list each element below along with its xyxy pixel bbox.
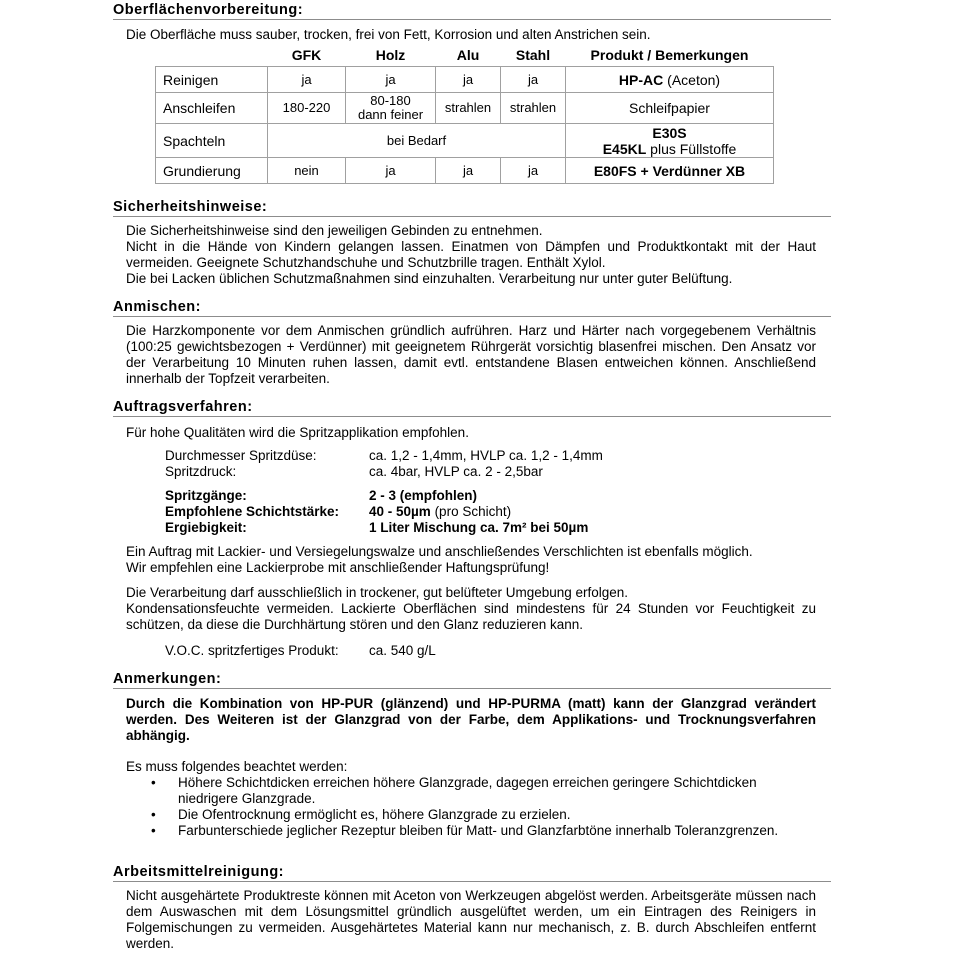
spec-key: Spritzgänge:: [165, 488, 247, 503]
spec-value-main: 40 - 50µm: [369, 504, 431, 519]
spec-value-note: (pro Schicht): [430, 504, 512, 519]
table-header-alu: Alu: [456, 47, 480, 63]
cell-product: E80FS + Verdünner XB: [566, 158, 774, 184]
product-name: E45KL: [602, 140, 647, 157]
table-header-row: [156, 44, 774, 67]
product-name: HP-AC: [618, 71, 664, 88]
cell-gfk: ja: [268, 67, 346, 93]
row-label: Reinigen: [156, 67, 268, 93]
spec-value: ca. 1,2 - 1,4mm, HVLP ca. 1,2 - 1,4mm: [369, 448, 603, 463]
paragraph-line: Die Verarbeitung darf ausschließlich in trockener, gut belüfteter Umgebung erfolgen.: [126, 585, 629, 600]
application-paragraph-1: [126, 544, 816, 576]
safety-line: Die bei Lacken üblichen Schutzmaßnahmen sind einzuhalten. Verarbeitung nur unter guter Belüftung.: [126, 271, 733, 286]
cell-alu: ja: [436, 67, 501, 93]
product-note: plus Füllstoffe: [646, 140, 737, 157]
application-paragraph-2: [126, 585, 816, 633]
product-line2: [570, 141, 769, 157]
table-row: [156, 67, 774, 93]
cell-gfk: nein: [268, 158, 346, 184]
section-title-notes: Anmerkungen:: [113, 671, 831, 689]
cell-alu: strahlen: [436, 93, 501, 124]
cell-stahl: strahlen: [501, 93, 566, 124]
section-title-cleaning: Arbeitsmittelreinigung:: [113, 864, 831, 882]
cell-stahl: ja: [501, 67, 566, 93]
list-item-text: Die Ofentrocknung ermöglicht es, höhere Glanzgrade zu erzielen.: [178, 807, 571, 822]
spec-value: 2 - 3 (empfohlen): [369, 488, 478, 503]
spec-key: Spritzdruck:: [165, 464, 237, 479]
paragraph-line: Kondensationsfeuchte vermeiden. Lackierte Oberflächen sind mindestens für 24 Stunden vor Feuchtigkeit zu schützen, da diese die Durchhärtung stören und den Glanz reduzieren kann.: [126, 601, 816, 632]
table-row: [156, 124, 774, 158]
spec-value: ca. 4bar, HVLP ca. 2 - 2,5bar: [369, 464, 543, 479]
list-item: [126, 775, 806, 807]
cell-alu: ja: [436, 158, 501, 184]
notes-list: [126, 775, 806, 839]
mixing-text: Die Harzkomponente vor dem Anmischen gründlich aufrühren. Harz und Härter nach vorgegebenem Verhältnis (100:25 gewichtsbezogen + Verdünner) mit geeignetem Rührgerät vorsichtig blasenfrei mischen. Den Ansatz vor der Verarbeitung 10 Minuten ruhen lassen, damit evtl. entstandene Blasen entweichen können. Anschließend innerhalb der Topfzeit verarbeiten.: [126, 323, 816, 386]
bullet-icon: •: [151, 823, 156, 838]
bullet-icon: •: [151, 775, 156, 790]
safety-line: Nicht in die Hände von Kindern gelangen lassen. Einatmen von Dämpfen und Produktkontakt mit der Haut vermeiden. Geeignete Schutzhandschuhe und Schutzbrille tragen. Enthält Xylol.: [126, 239, 816, 270]
spec-key: Empfohlene Schichtstärke:: [165, 504, 340, 519]
section-title-application: Auftragsverfahren:: [113, 399, 831, 417]
table-row: [156, 158, 774, 184]
application-intro: Für hohe Qualitäten wird die Spritzapplikation empfohlen.: [126, 425, 469, 440]
list-item: [126, 823, 806, 839]
cell-holz-line1: 80-180: [370, 93, 411, 108]
surface-prep-table: [155, 44, 774, 184]
cell-holz: ja: [346, 67, 436, 93]
surface-prep-intro: Die Oberfläche muss sauber, trocken, frei von Fett, Korrosion und alten Anstrichen sein.: [126, 27, 651, 42]
paragraph-line: Wir empfehlen eine Lackierprobe mit anschließender Haftungsprüfung!: [126, 560, 550, 575]
table-header-gfk: GFK: [291, 47, 322, 63]
list-item-text: Höhere Schichtdicken erreichen höhere Glanzgrade, dagegen erreichen geringere Schichtdicken niedrigere Glanzgrade.: [178, 775, 757, 806]
cell-product: [566, 67, 774, 93]
cell-holz: ja: [346, 158, 436, 184]
notes-bold-text: Durch die Kombination von HP-PUR (glänzend) und HP-PURMA (matt) kann der Glanzgrad verändert werden. Des Weiteren ist der Glanzgrad von der Farbe, dem Applikations- und Trocknungsverfahren abhängig.: [126, 696, 816, 743]
section-title-surface-prep: Oberflächenvorbereitung:: [113, 2, 831, 20]
cell-stahl: ja: [501, 158, 566, 184]
row-label: Spachteln: [156, 124, 268, 158]
list-item-text: Farbunterschiede jeglicher Rezeptur bleiben für Matt- und Glanzfarbtöne innerhalb Toleranzgrenzen.: [178, 823, 779, 838]
row-label: Grundierung: [156, 158, 268, 184]
list-item: [126, 807, 806, 823]
notes-list-intro: Es muss folgendes beachtet werden:: [126, 759, 348, 774]
bullet-icon: •: [151, 807, 156, 822]
safety-text: [126, 223, 816, 287]
table-header-stahl: Stahl: [515, 47, 551, 63]
section-title-mixing: Anmischen:: [113, 299, 831, 317]
spec-key: Ergiebigkeit:: [165, 520, 247, 535]
cleaning-text: Nicht ausgehärtete Produktreste können mit Aceton von Werkzeugen abgelöst werden. Arbeitsgeräte müssen nach dem Auswaschen mit dem Lösungsmittel gründlich ausgelüftet werden, um ein Eintragen des Reinigers in Folgemischungen zu vermeiden. Ausgehärtetes Material kann nur mechanisch, z. B. durch Abschleifen entfernt werden.: [126, 888, 816, 951]
spec-value: [369, 504, 511, 520]
table-header-holz: Holz: [375, 47, 406, 63]
row-label: Anschleifen: [156, 93, 268, 124]
cell-gfk: 180-220: [268, 93, 346, 124]
cell-product: Schleifpapier: [566, 93, 774, 124]
table-header-empty: [156, 44, 268, 67]
voc-key: V.O.C. spritzfertiges Produkt:: [165, 643, 339, 658]
voc-value: ca. 540 g/L: [369, 643, 436, 658]
product-line1: E30S: [652, 124, 687, 141]
spec-key: Durchmesser Spritzdüse:: [165, 448, 317, 463]
cell-product: [566, 124, 774, 158]
section-title-safety: Sicherheitshinweise:: [113, 199, 831, 217]
table-row: [156, 93, 774, 124]
cell-holz-line2: dann feiner: [357, 107, 424, 122]
paragraph-line: Ein Auftrag mit Lackier- und Versiegelungswalze und anschließendes Verschlichten ist ebenfalls möglich.: [126, 544, 753, 559]
safety-line: Die Sicherheitshinweise sind den jeweiligen Gebinden zu entnehmen.: [126, 223, 543, 238]
table-header-product: Produkt / Bemerkungen: [590, 47, 749, 63]
spec-value: 1 Liter Mischung ca. 7m² bei 50µm: [369, 520, 589, 535]
cell-holz: [346, 93, 436, 124]
product-note: (Aceton): [663, 71, 721, 88]
cell-merged: bei Bedarf: [268, 124, 566, 158]
